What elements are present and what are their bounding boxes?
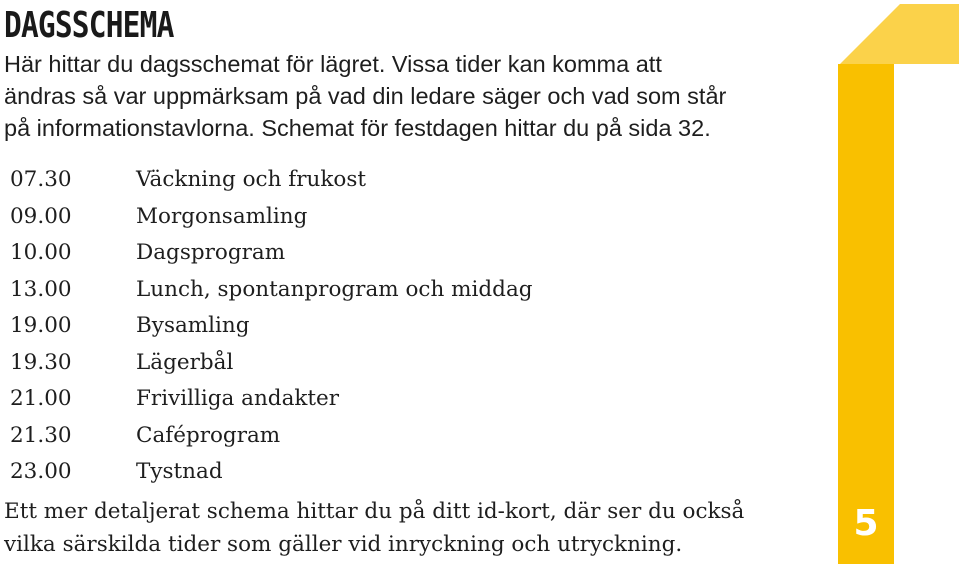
schedule-activity: Tystnad <box>136 459 223 484</box>
outro-line: vilka särskilda tider som gäller vid inryckning och utryckning. <box>4 532 683 557</box>
schedule-time: 07.30 <box>10 167 72 192</box>
schedule-activity: Väckning och frukost <box>136 167 367 192</box>
schedule-activity: Frivilliga andakter <box>136 386 340 411</box>
schedule-activity: Morgonsamling <box>136 203 308 229</box>
schedule-activity: Bysamling <box>136 313 250 338</box>
intro-line: ändras så var uppmärksam på vad din ledare säger och vad som står <box>4 83 727 109</box>
page-title: DAGSSCHEMA <box>4 5 174 46</box>
schedule-time: 21.00 <box>10 386 72 411</box>
corner-top-bevel <box>840 4 959 64</box>
schedule-time: 21.30 <box>10 422 72 448</box>
outro-line: Ett mer detaljerat schema hittar du på ditt id-kort, där ser du också <box>4 499 745 524</box>
schedule-activity: Lunch, spontanprogram och middag <box>136 276 533 302</box>
intro-line: Här hittar du dagsschemat för lägret. Vissa tider kan komma att <box>4 51 662 77</box>
page-number: 5 <box>853 503 879 544</box>
schedule-time: 10.00 <box>10 240 72 265</box>
schedule-time: 23.00 <box>10 459 72 484</box>
schedule-activity: Caféprogram <box>136 422 281 448</box>
vertical-page-bar <box>838 64 894 564</box>
schedule-activity: Lägerbål <box>136 349 234 375</box>
schedule-time: 19.00 <box>10 313 72 338</box>
schedule-time: 09.00 <box>10 203 72 229</box>
intro-line: på informationstavlorna. Schemat för festdagen hittar du på sida 32. <box>4 115 711 141</box>
schedule-activity: Dagsprogram <box>136 240 286 265</box>
schedule-time: 19.30 <box>10 349 72 375</box>
schedule-time: 13.00 <box>10 276 72 302</box>
